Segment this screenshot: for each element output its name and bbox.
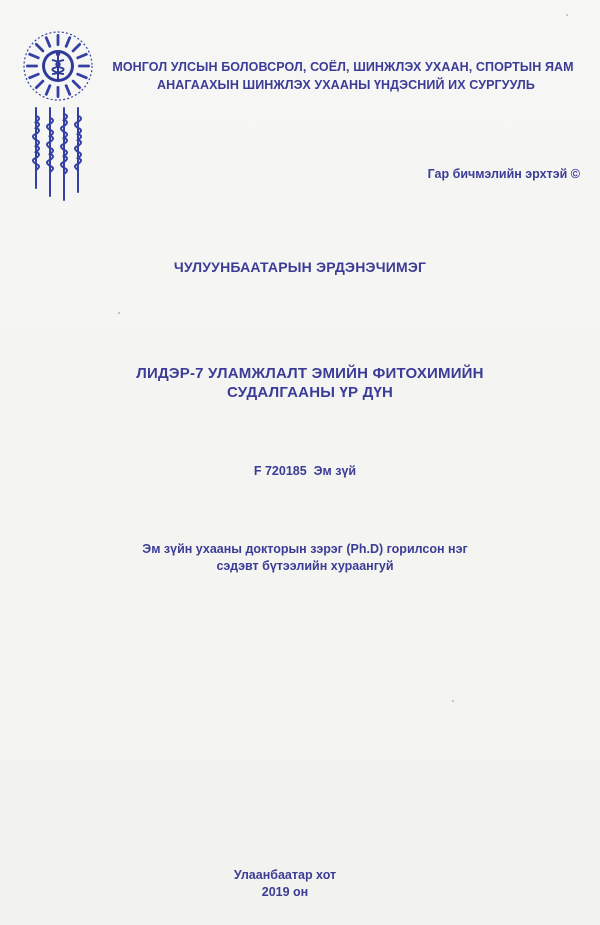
university-name: АНАГААХЫН ШИНЖЛЭХ УХААНЫ ҮНДЭСНИЙ ИХ СУРГУУЛЬ (157, 78, 535, 92)
institution-header (104, 58, 584, 94)
university-emblem-icon (22, 30, 94, 102)
ministry-name: МОНГОЛ УЛСЫН БОЛОВСРОЛ, СОЁЛ, ШИНЖЛЭХ УХААН, СПОРТЫН ЯАМ (112, 60, 574, 74)
place-and-year (200, 867, 370, 901)
scan-speck (566, 14, 568, 16)
degree-statement-line-1: Эм зүйн ухааны докторын зэрэг (Ph.D) горилсон нэг (142, 542, 468, 556)
traditional-mongolian-script-icon (26, 104, 92, 204)
specialty-code: F 720185 Эм зүй (253, 464, 357, 478)
author-name: ЧУЛУУНБААТАРЫН ЭРДЭНЭЧИМЭГ (173, 259, 427, 275)
scan-speck (118, 312, 120, 314)
scan-speck (452, 700, 454, 702)
degree-statement (95, 541, 515, 575)
thesis-title (80, 364, 540, 402)
city: Улаанбаатар хот (233, 868, 337, 882)
degree-statement-line-2: сэдэвт бүтээлийн хураангуй (216, 559, 394, 573)
copyright-notice: Гар бичмэлийн эрхтэй © (427, 167, 580, 181)
year: 2019 он (261, 885, 309, 899)
thesis-title-line-1: ЛИДЭР-7 УЛАМЖЛАЛТ ЭМИЙН ФИТОХИМИЙН (136, 365, 484, 382)
thesis-title-line-2: СУДАЛГААНЫ ҮР ДҮН (226, 384, 394, 401)
